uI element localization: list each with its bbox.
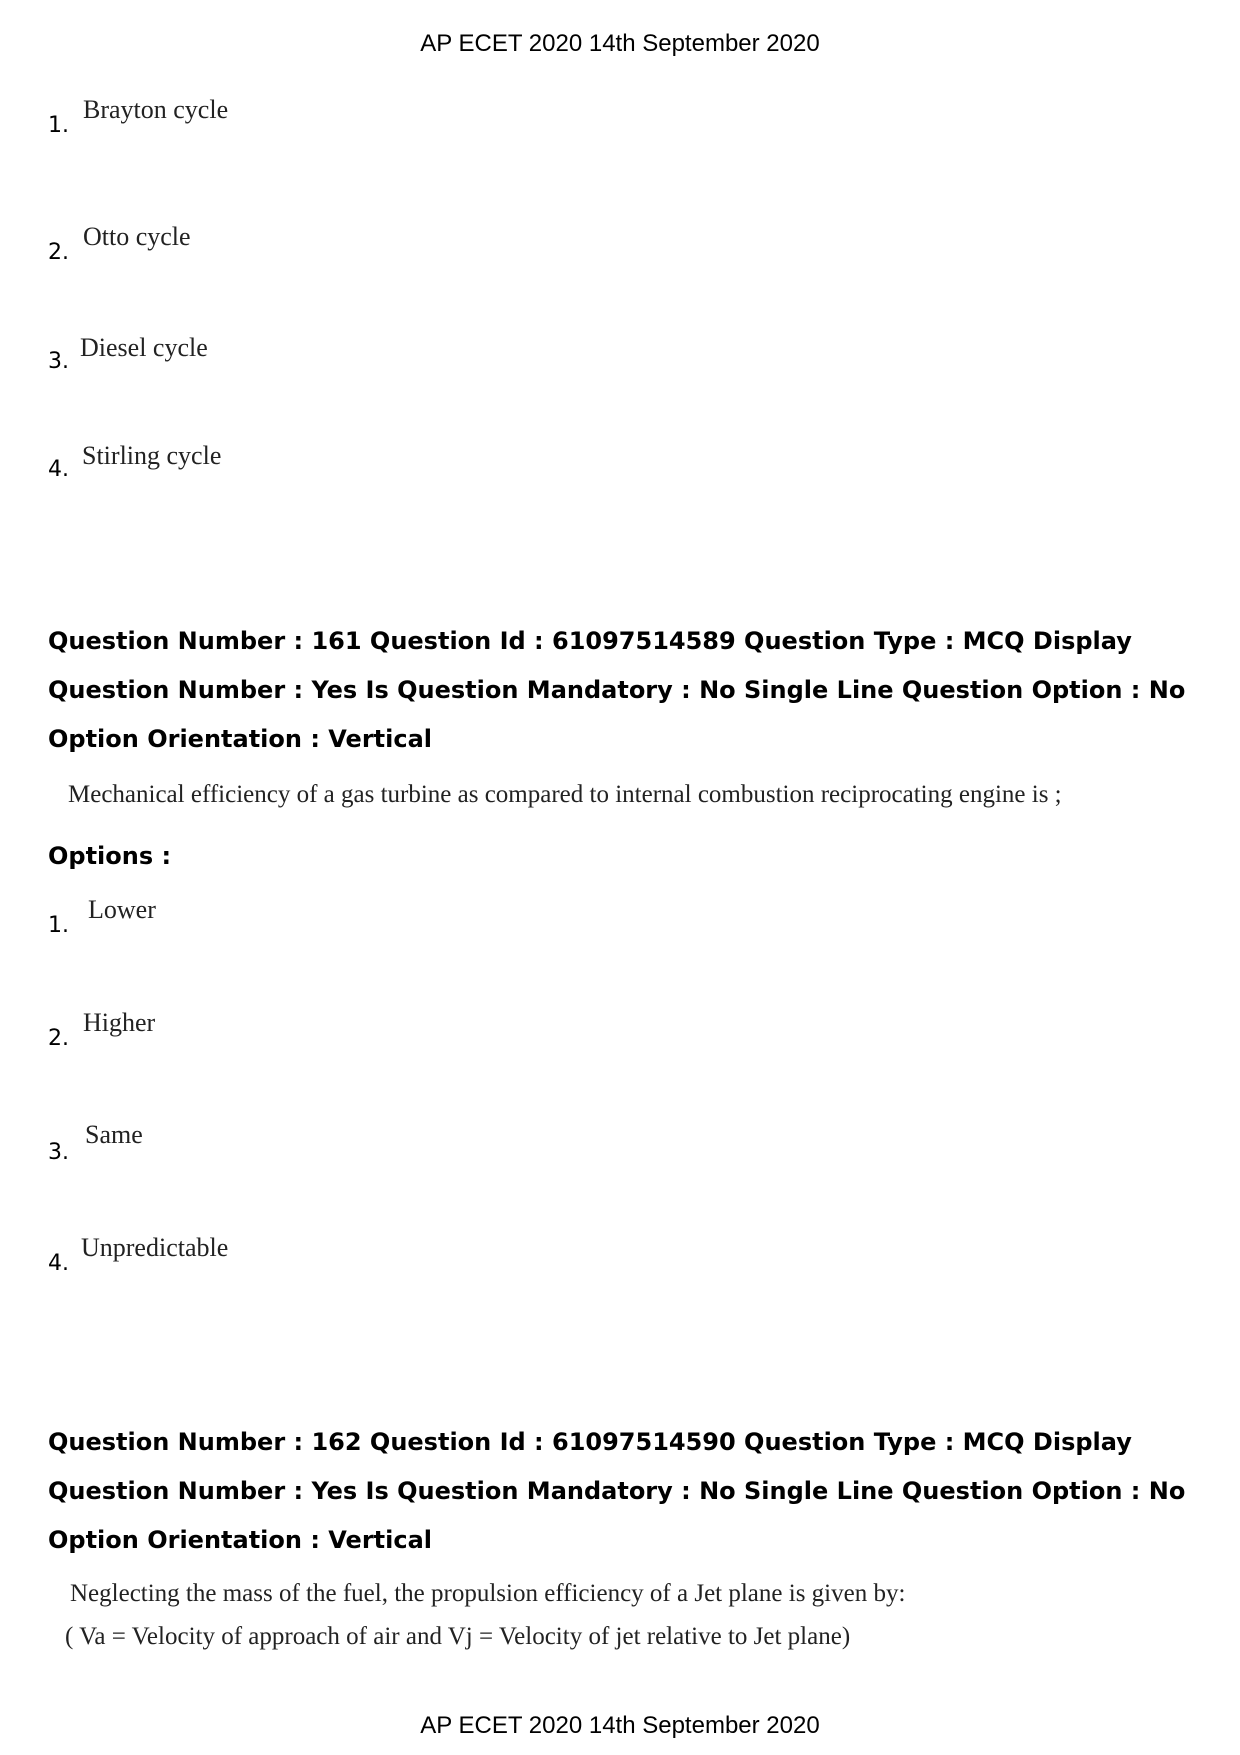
option-text: Unpredictable (81, 1233, 229, 1262)
question-162-header: Question Number : 162 Question Id : 61097514590 Question Type : MCQ Display Question Number : Yes Is Question Mandatory : No Single Line Question Option : No Option Orientation : Vertical (48, 1428, 1186, 1554)
options-label: Options : (48, 842, 172, 870)
question-161-text: Mechanical efficiency of a gas turbine as compared to internal combustion reciprocating engine is ; (68, 781, 1062, 808)
page-footer: AP ECET 2020 14th September 2020 (420, 1712, 820, 1739)
option-text: Brayton cycle (83, 95, 229, 124)
option-number: 2. (48, 1026, 69, 1051)
option-text: Stirling cycle (82, 441, 222, 470)
option-text: Higher (83, 1008, 156, 1037)
option-text: Same (85, 1120, 143, 1149)
option-number: 4. (48, 457, 69, 482)
page-header: AP ECET 2020 14th September 2020 (420, 30, 820, 57)
option-number: 2. (48, 240, 69, 265)
option-number: 3. (48, 349, 69, 374)
option-number: 4. (48, 1251, 69, 1276)
question-162-text-line1: Neglecting the mass of the fuel, the propulsion efficiency of a Jet plane is given by: (70, 1580, 906, 1607)
question-162-text-line2: ( Va = Velocity of approach of air and Vj = Velocity of jet relative to Jet plane) (65, 1623, 851, 1650)
option-text: Otto cycle (83, 222, 191, 251)
question-161-header: Question Number : 161 Question Id : 61097514589 Question Type : MCQ Display Question Number : Yes Is Question Mandatory : No Single Line Question Option : No Option Orientation : Vertical (48, 627, 1186, 753)
option-text: Lower (88, 895, 156, 924)
option-number: 3. (48, 1140, 69, 1165)
option-text: Diesel cycle (80, 333, 208, 362)
option-number: 1. (48, 113, 69, 138)
option-number: 1. (48, 913, 69, 938)
